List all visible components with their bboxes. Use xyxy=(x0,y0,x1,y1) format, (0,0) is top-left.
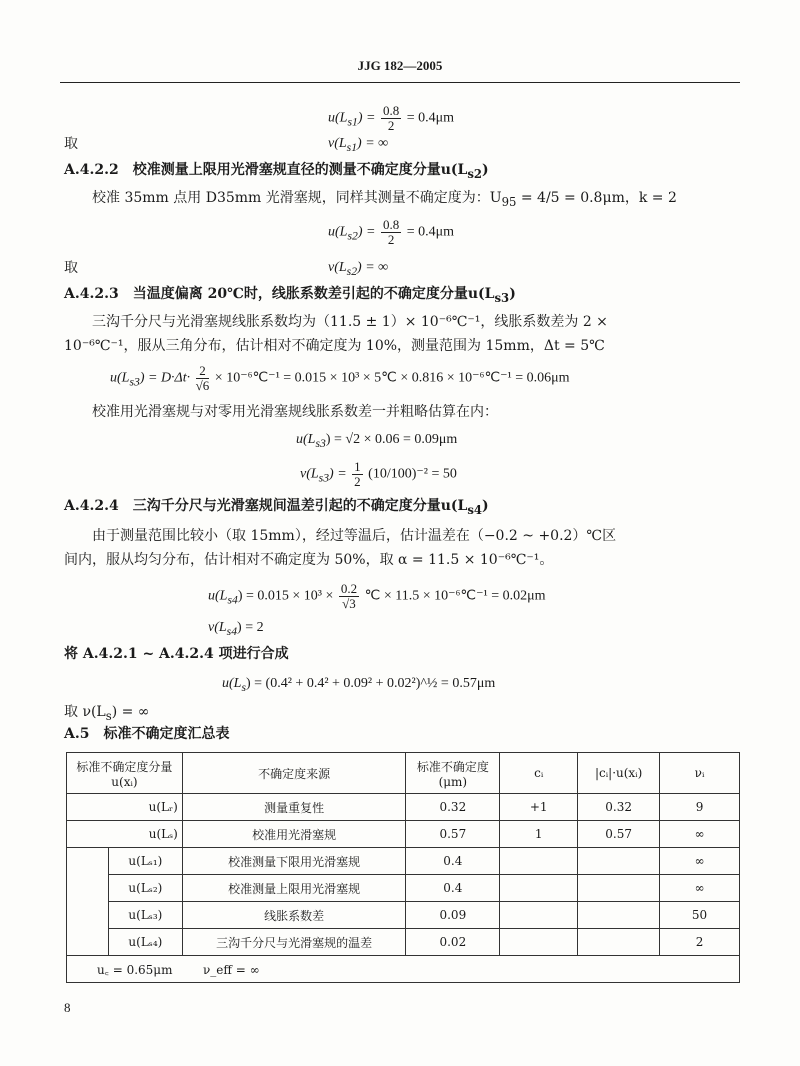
page-number: 8 xyxy=(64,1000,71,1015)
paragraph-a423-line1: 三沟千分尺与光滑塞规线胀系数均为（11.5 ± 1）× 10⁻⁶℃⁻¹，线胀系数差为 2 × xyxy=(92,314,608,330)
paragraph-combine: 将 A.4.2.1 ~ A.4.2.4 项进行合成 xyxy=(64,646,289,662)
paragraph-a424-line1: 由于测量范围比较小（取 15mm），经过等温后，估计温差在（−0.2 ~ +0.2）℃区 xyxy=(92,528,617,544)
table-subrow: u(Lₛ₄) 三沟千分尺与光滑塞规的温差 0.02 2 xyxy=(67,929,740,956)
equation-u-ls3-combined: $u(L_{s3}) = √2 \times 0.06 = 0.09\mu m$ xyxy=(296,432,458,450)
header-rule xyxy=(60,82,740,83)
effective-dof: ν_eff = ∞ xyxy=(202,962,260,977)
table-subrow: u(Lₛ₁) 校准测量下限用光滑塞规 0.4 ∞ xyxy=(67,848,740,875)
header-nu: νᵢ xyxy=(660,753,740,794)
paragraph-a423-line2: 10⁻⁶℃⁻¹，服从三角分布，估计相对不确定度为 10%，测量范围为 15mm，Δt = 5℃ xyxy=(64,338,605,354)
header-component: 标准不确定度分量 u(xᵢ) xyxy=(67,753,183,794)
header-ci: cᵢ xyxy=(500,753,578,794)
equation-nu-ls4: $\nu(L_{s4}) = 2$ xyxy=(208,620,264,638)
equation-u-ls2: $u(L_{s2})$ = $\frac{0.8}{2}$ = 0.4μm xyxy=(328,217,454,247)
paragraph-a422: 校准 35mm 点用 D35mm 光滑塞规，同样其测量不确定度为：$U_{95} = 4/5 = 0.8\mu m$，k = 2 xyxy=(92,190,677,209)
combined-uncertainty: u꜀ = 0.65μm xyxy=(97,962,173,977)
paragraph-a423-line3: 校准用光滑塞规与对零用光滑塞规线胀系数差一并粗略估算在内： xyxy=(92,404,498,420)
section-heading-a424: A.4.2.4 三沟千分尺与光滑塞规间温差引起的不确定度分量$u(L_{s4})$ xyxy=(64,498,489,517)
equation-u-ls1: $u(L_{s1})$ = $\frac{0.8}{2}$ = 0.4μm xyxy=(328,103,454,133)
equation-nu-ls3: $\nu(L_{s3})$ = $\frac{1}{2}$ (10/100)⁻² = 50 xyxy=(300,459,457,489)
table-header-row xyxy=(67,753,740,794)
equation-nu-ls2: $\nu(L_{s2})$ = ∞ xyxy=(328,260,389,278)
section-heading-a422: A.4.2.2 校准测量上限用光滑塞规直径的测量不确定度分量$u(L_{s2})$ xyxy=(64,162,489,181)
equation-u-ls3: $u(L_{s3}) = D\cdot\Delta t\cdot$ $\frac{2}{√6}$ × 10⁻⁶℃⁻¹ = 0.015 × 10³ × 5℃ × 0.816 × 10⁻⁶℃⁻¹ = 0.06μm xyxy=(110,363,570,393)
page-header: JJG 182—2005 xyxy=(357,58,443,73)
table-row: u(Lᵣ) 测量重复性 0.32 +1 0.32 9 xyxy=(67,794,740,821)
table-subrow: u(Lₛ₂) 校准测量上限用光滑塞规 0.4 ∞ xyxy=(67,875,740,902)
table-subrow: u(Lₛ₃) 线胀系数差 0.09 50 xyxy=(67,902,740,929)
section-heading-a423: A.4.2.3 当温度偏离 20℃时，线胀系数差引起的不确定度分量$u(L_{s3})$ xyxy=(64,286,516,305)
equation-nu-ls1: $\nu(L_{s1})$ = ∞ xyxy=(328,136,389,154)
table-footer-row xyxy=(67,956,740,983)
take-label: 取 xyxy=(64,260,78,276)
equation-u-ls: $u(L_s) = (0.4^2 + 0.4^2 + 0.09^2$ + 0.02²)^½ = 0.57μm xyxy=(222,676,496,694)
uncertainty-summary-table xyxy=(66,752,740,983)
take-label: 取 xyxy=(64,136,78,152)
section-heading-a5: A.5 标准不确定度汇总表 xyxy=(64,726,230,742)
header-source: 不确定度来源 xyxy=(182,753,406,794)
take-nu-ls: 取 $\nu(L_s)$ = ∞ xyxy=(64,704,150,723)
paragraph-a424-line2: 间内，服从均匀分布，估计相对不确定度为 50%，取 α = 11.5 × 10⁻⁶℃⁻¹。 xyxy=(64,552,554,568)
header-ci-u: |cᵢ|·u(xᵢ) xyxy=(578,753,660,794)
table-row: u(Lₛ) 校准用光滑塞规 0.57 1 0.57 ∞ xyxy=(67,821,740,848)
header-value: 标准不确定度(μm) xyxy=(406,753,500,794)
equation-u-ls4: $u(L_{s4}) = 0.015 \times 10^3$ × $\frac{0.2}{√3}$ ℃ × 11.5 × 10⁻⁶℃⁻¹ = 0.02μm xyxy=(208,581,546,611)
